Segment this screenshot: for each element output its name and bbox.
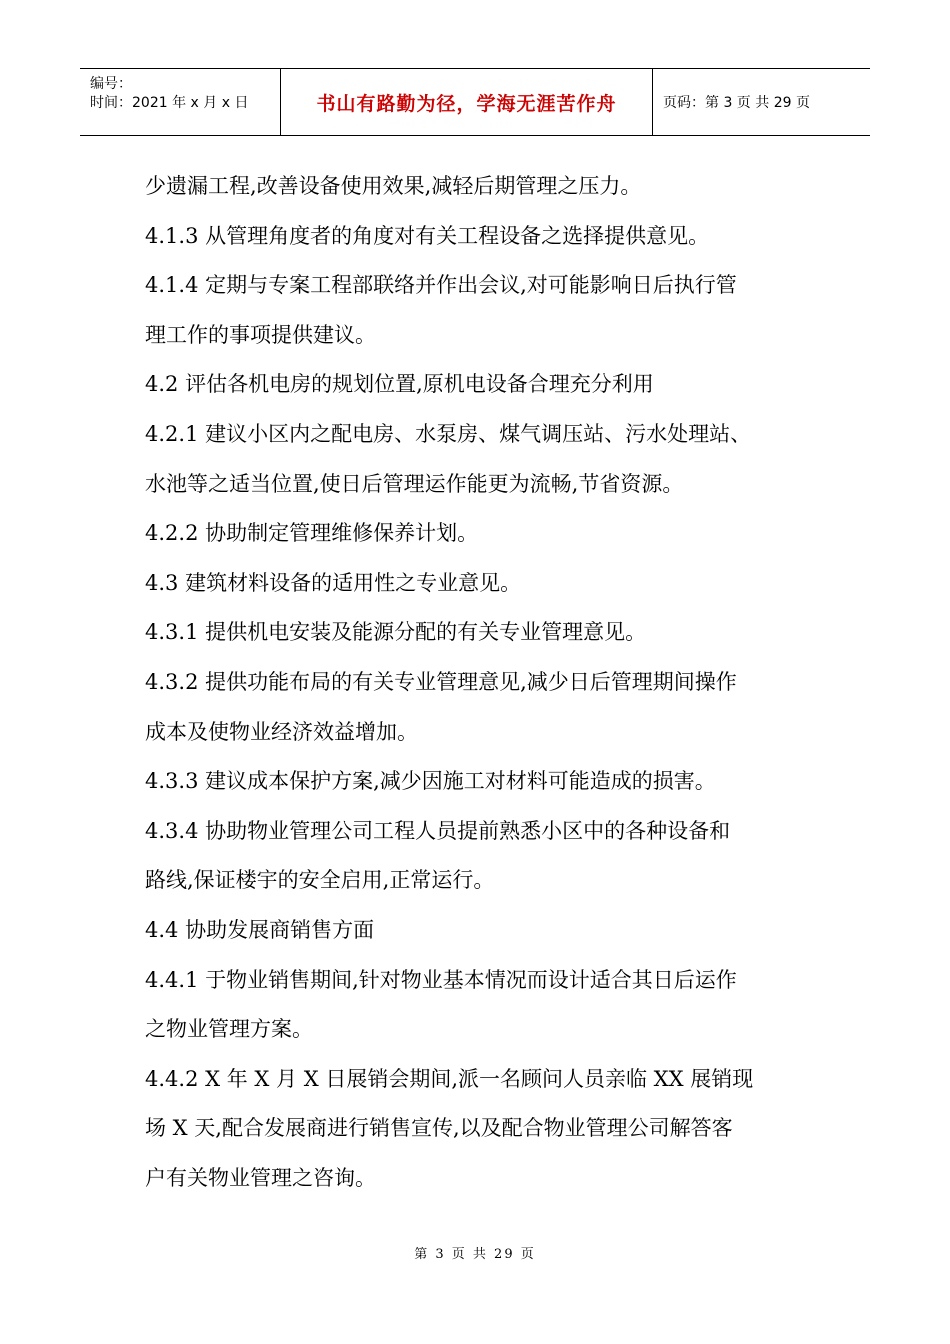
body-line: 少遗漏工程,改善设备使用效果,减轻后期管理之压力。 (145, 174, 642, 198)
body-line: 4.2 评估各机电房的规划位置,原机电设备合理充分利用 (145, 372, 654, 397)
body-line: 路线,保证楼宇的安全启用,正常运行。 (145, 868, 495, 893)
body-line: 成本及使物业经济效益增加。 (145, 719, 418, 744)
body-line: 户有关物业管理之咨询。 (145, 1165, 376, 1190)
footer-page-number: 第 3 页 共 29 页 (414, 1247, 536, 1262)
header-page-cell (653, 69, 870, 135)
header-motto-cell (281, 69, 653, 135)
body-line: 4.2.2 协助制定管理维修保养计划。 (145, 521, 479, 546)
document-date-label: 时间：2021 年 x 月 x 日 (90, 95, 249, 111)
body-line: 4.3.1 提供机电安装及能源分配的有关专业管理意见。 (145, 620, 647, 645)
body-line: 之物业管理方案。 (145, 1017, 313, 1042)
body-line: 4.4.1 于物业销售期间,针对物业基本情况而设计适合其日后运作 (145, 967, 737, 992)
body-line: 理工作的事项提供建议。 (145, 322, 376, 347)
document-body (145, 162, 810, 1203)
document-code-label: 编号： (90, 76, 132, 92)
body-line: 4.3.4 协助物业管理公司工程人员提前熟悉小区中的各种设备和 (145, 818, 731, 843)
body-line: 水池等之适当位置,使日后管理运作能更为流畅,节省资源。 (145, 471, 684, 496)
body-line: 4.1.4 定期与专案工程部联络并作出会议,对可能影响日后执行管 (145, 273, 737, 298)
page-footer (0, 1243, 950, 1262)
header-motto: 书山有路勤为径，学海无涯苦作舟 (316, 92, 617, 115)
header-meta-cell (80, 69, 281, 135)
header-page-info: 页码：第 3 页 共 29 页 (663, 95, 810, 111)
body-line: 4.4 协助发展商销售方面 (145, 917, 375, 942)
body-line: 场 X 天,配合发展商进行销售宣传,以及配合物业管理公司解答客 (145, 1116, 733, 1141)
body-line: 4.3.3 建议成本保护方案,减少因施工对材料可能造成的损害。 (145, 769, 716, 794)
body-line: 4.2.1 建议小区内之配电房、水泵房、煤气调压站、污水处理站、 (145, 421, 752, 446)
body-line: 4.4.2 X 年 X 月 X 日展销会期间,派一名顾问人员亲临 XX 展销现 (145, 1066, 754, 1091)
body-line: 4.3 建筑材料设备的适用性之专业意见。 (145, 570, 522, 595)
body-line: 4.1.3 从管理角度者的角度对有关工程设备之选择提供意见。 (145, 223, 710, 248)
body-line: 4.3.2 提供功能布局的有关专业管理意见,减少日后管理期间操作 (145, 669, 737, 694)
page-header (80, 68, 870, 136)
